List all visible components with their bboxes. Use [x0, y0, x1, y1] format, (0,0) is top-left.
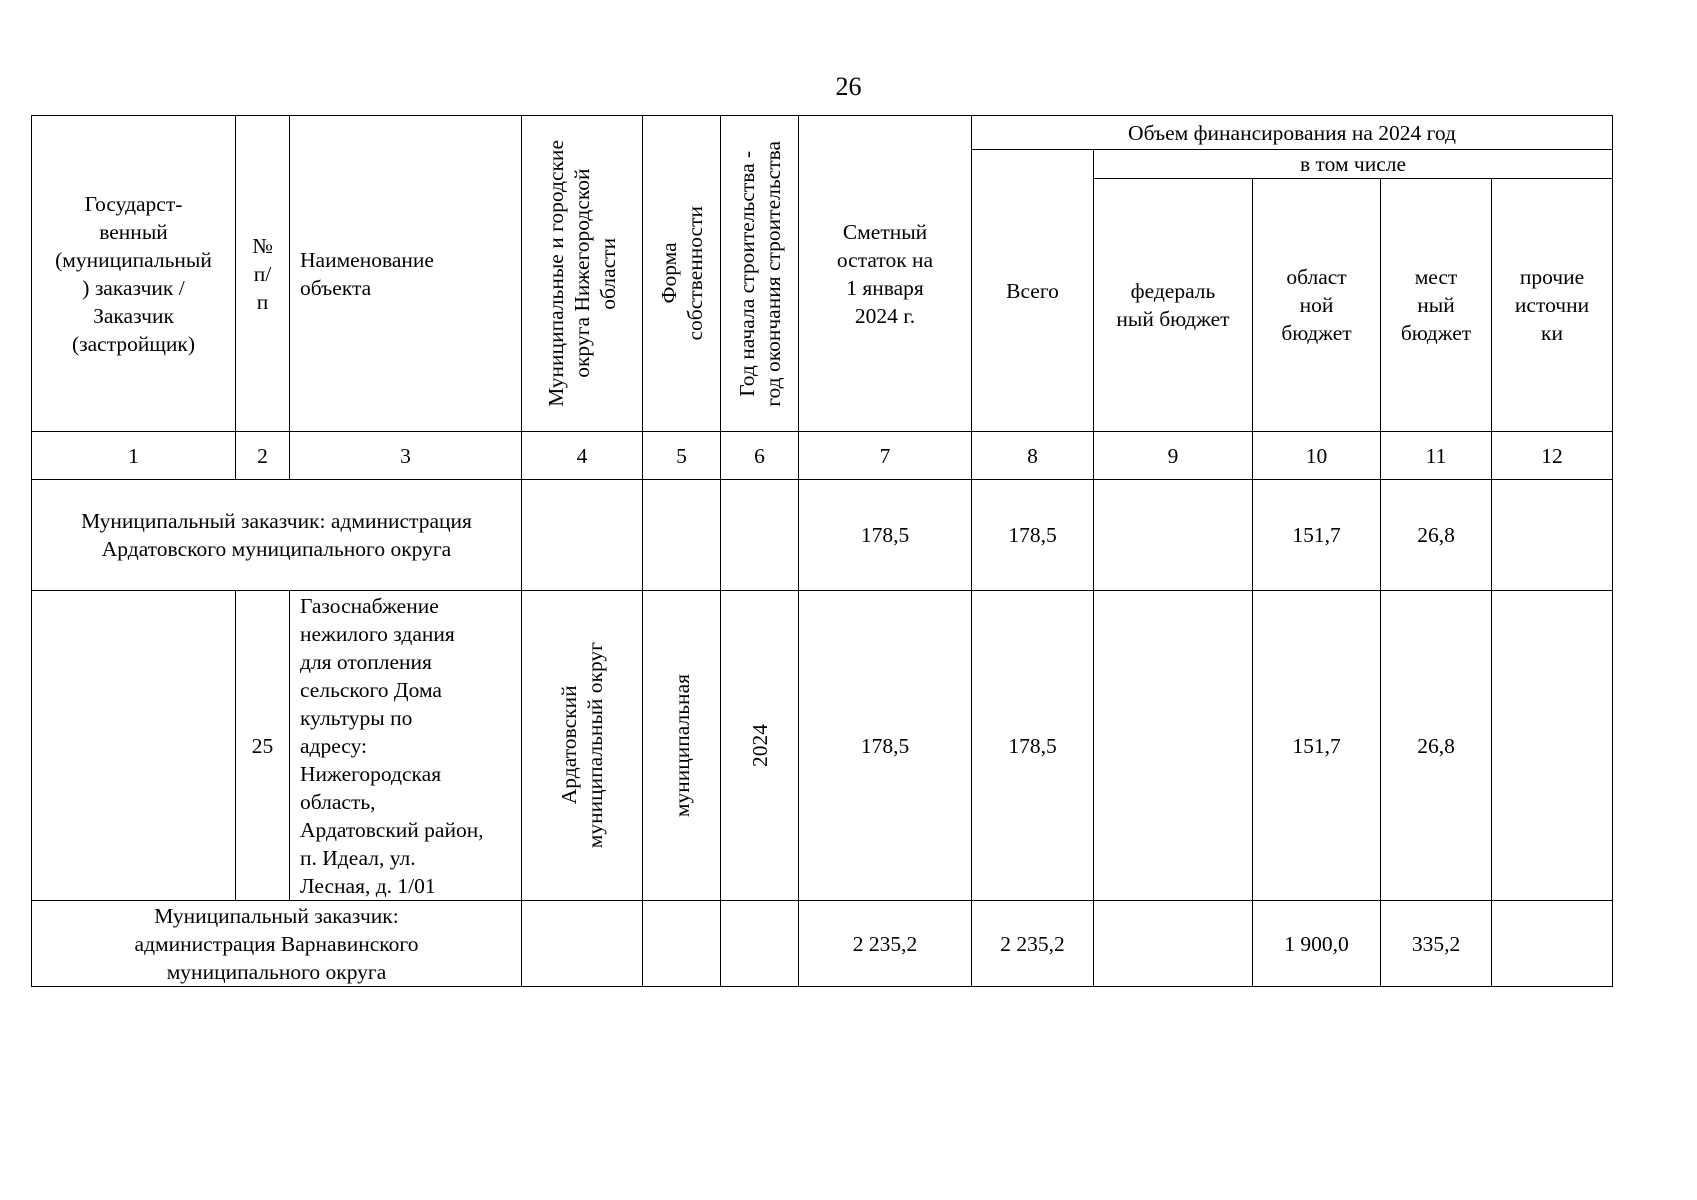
header-regional: област ной бюджет	[1253, 179, 1381, 432]
customer-label: Муниципальный заказчик: администрация Ардатовского муниципального округа	[32, 480, 522, 591]
ownership-cell	[643, 901, 721, 987]
total-cell: 2 235,2	[972, 901, 1094, 987]
customer-row-ardatov	[32, 480, 1613, 591]
object-number: 25	[236, 591, 290, 901]
regional-cell: 1 900,0	[1253, 901, 1381, 987]
other-cell	[1492, 591, 1613, 901]
header-including: в том числе	[1094, 150, 1613, 179]
column-number: 12	[1492, 432, 1613, 480]
local-cell: 26,8	[1381, 480, 1492, 591]
customer-label: Муниципальный заказчик: администрация Варнавинского муниципального округа	[32, 901, 522, 987]
column-number: 3	[290, 432, 522, 480]
column-number: 11	[1381, 432, 1492, 480]
regional-cell: 151,7	[1253, 480, 1381, 591]
district-cell	[522, 480, 643, 591]
regional-cell: 151,7	[1253, 591, 1381, 901]
total-cell: 178,5	[972, 591, 1094, 901]
estimate-cell: 178,5	[799, 480, 972, 591]
column-number: 9	[1094, 432, 1253, 480]
financing-table	[31, 115, 1613, 987]
estimate-cell: 178,5	[799, 591, 972, 901]
column-number: 4	[522, 432, 643, 480]
customer-cell	[32, 591, 236, 901]
column-number: 1	[32, 432, 236, 480]
customer-row-varnavino	[32, 901, 1613, 987]
column-number: 2	[236, 432, 290, 480]
header-local: мест ный бюджет	[1381, 179, 1492, 432]
column-number: 5	[643, 432, 721, 480]
ownership-cell: муниципальная	[643, 591, 721, 901]
header-district: Муниципальные и городские округа Нижегородской области	[522, 116, 643, 432]
column-number: 8	[972, 432, 1094, 480]
federal-cell	[1094, 591, 1253, 901]
header-other: прочие источни ки	[1492, 179, 1613, 432]
header-customer: Государст- венный (муниципальный ) заказчик / Заказчик (застройщик)	[32, 116, 236, 432]
other-cell	[1492, 480, 1613, 591]
header-years: Год начала строительства - год окончания строительства	[721, 116, 799, 432]
local-cell: 26,8	[1381, 591, 1492, 901]
local-cell: 335,2	[1381, 901, 1492, 987]
header-object-name: Наименование объекта	[290, 116, 522, 432]
header-number: № п/ п	[236, 116, 290, 432]
page-number: 26	[835, 72, 862, 101]
header-federal: федераль ный бюджет	[1094, 179, 1253, 432]
district-cell: Ардатовский муниципальный округ	[522, 591, 643, 901]
federal-cell	[1094, 480, 1253, 591]
column-number: 7	[799, 432, 972, 480]
header-funding-title: Объем финансирования на 2024 год	[972, 116, 1613, 150]
column-number: 10	[1253, 432, 1381, 480]
other-cell	[1492, 901, 1613, 987]
years-cell: 2024	[721, 591, 799, 901]
years-cell	[721, 480, 799, 591]
column-number: 6	[721, 432, 799, 480]
object-name: Газоснабжение нежилого здания для отопления сельского Дома культуры по адресу: Нижегородская область, Ардатовский район, п. Идеал, ул. Лесная, д. 1/01	[290, 591, 522, 901]
object-row-25	[32, 591, 1613, 901]
header-estimate: Сметный остаток на 1 января 2024 г.	[799, 116, 972, 432]
years-cell	[721, 901, 799, 987]
federal-cell	[1094, 901, 1253, 987]
column-numbers-row	[32, 432, 1613, 480]
district-cell	[522, 901, 643, 987]
header-ownership: Форма собственности	[643, 116, 721, 432]
ownership-cell	[643, 480, 721, 591]
total-cell: 178,5	[972, 480, 1094, 591]
header-total: Всего	[972, 150, 1094, 432]
estimate-cell: 2 235,2	[799, 901, 972, 987]
